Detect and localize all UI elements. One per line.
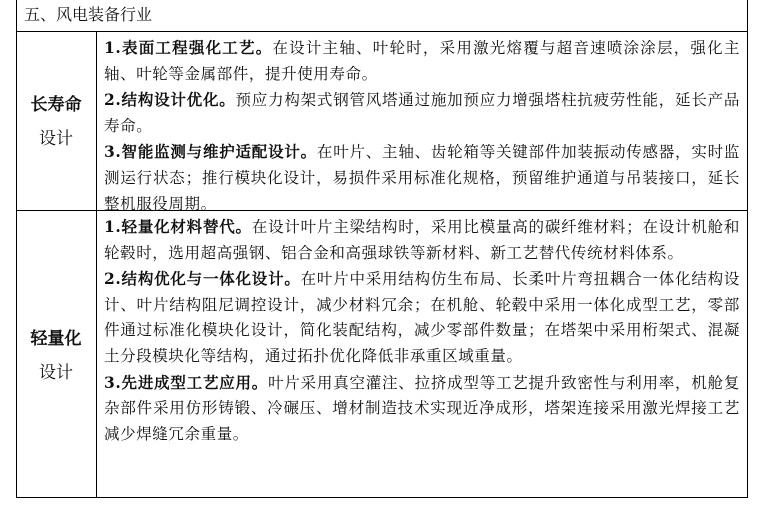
item-heading: 2.结构优化与一体化设计。 (104, 269, 301, 289)
item-text: 在设计叶片主梁结构时，采用比模量高的碳纤维材料；在设计机舱和轮毂时，选用超高强钢、铝合金和高强球铁等新材料、新工艺替代传统材料体系。 (104, 218, 740, 262)
section-header-row (16, 0, 748, 32)
list-item (104, 35, 740, 87)
row-label-line1: 轻量化 (30, 329, 82, 349)
list-item (104, 370, 740, 448)
row-content-long-life (104, 35, 740, 217)
item-heading: 3.智能监测与维护适配设计。 (104, 142, 317, 162)
item-text: 在叶片、主轴、齿轮箱等关键部件加装振动传感器，实时监测运行状态；推行模块化设计，易损件采用标准化规格，预留维护通道与吊装接口，延长整机服役周期。 (104, 143, 740, 213)
item-heading: 1.轻量化材料替代。 (104, 217, 252, 236)
item-text: 在叶片中采用结构仿生布局、长柔叶片弯扭耦合一体化结构设计、叶片结构阻尼调控设计，减少材料冗余；在机舱、轮毂中采用一体化成型工艺，零部件通过标准化模块化设计，简化装配结构，减少零部件数量；在塔架中采用桁架式、混凝土分段模块化等结构，通过拓扑优化降低非承重区域重量。 (104, 270, 741, 365)
row-label-lightweight (17, 322, 95, 390)
list-item (104, 266, 740, 369)
list-item (104, 139, 740, 217)
item-heading: 3.先进成型工艺应用。 (104, 372, 269, 392)
row-label-line2: 设计 (39, 363, 73, 383)
list-item (104, 87, 740, 139)
item-heading: 2.结构设计优化。 (104, 90, 236, 110)
row-content-lightweight (104, 214, 740, 447)
column-divider (96, 32, 97, 498)
item-text: 叶片采用真空灌注、拉挤成型等工艺提升致密性与利用率，机舱复杂部件采用仿形铸锻、冷碾压、增材制造技术实现近净成形，塔架连接采用激光焊接工艺减少焊缝冗余重量。 (104, 373, 740, 443)
item-text: 预应力构架式钢管风塔通过施加预应力增强塔柱抗疲劳性能，延长产品寿命。 (104, 91, 740, 135)
item-text: 在设计主轴、叶轮时，采用激光熔覆与超音速喷涂涂层，强化主轴、叶轮等金属部件，提升使用寿命。 (104, 39, 740, 83)
row-label-line1: 长寿命 (30, 95, 82, 115)
section-title: 五、风电装备行业 (24, 5, 153, 24)
row-label-line2: 设计 (39, 129, 73, 149)
row-label-long-life (17, 88, 95, 156)
item-heading: 1.表面工程强化工艺。 (104, 38, 273, 57)
list-item (104, 214, 740, 266)
